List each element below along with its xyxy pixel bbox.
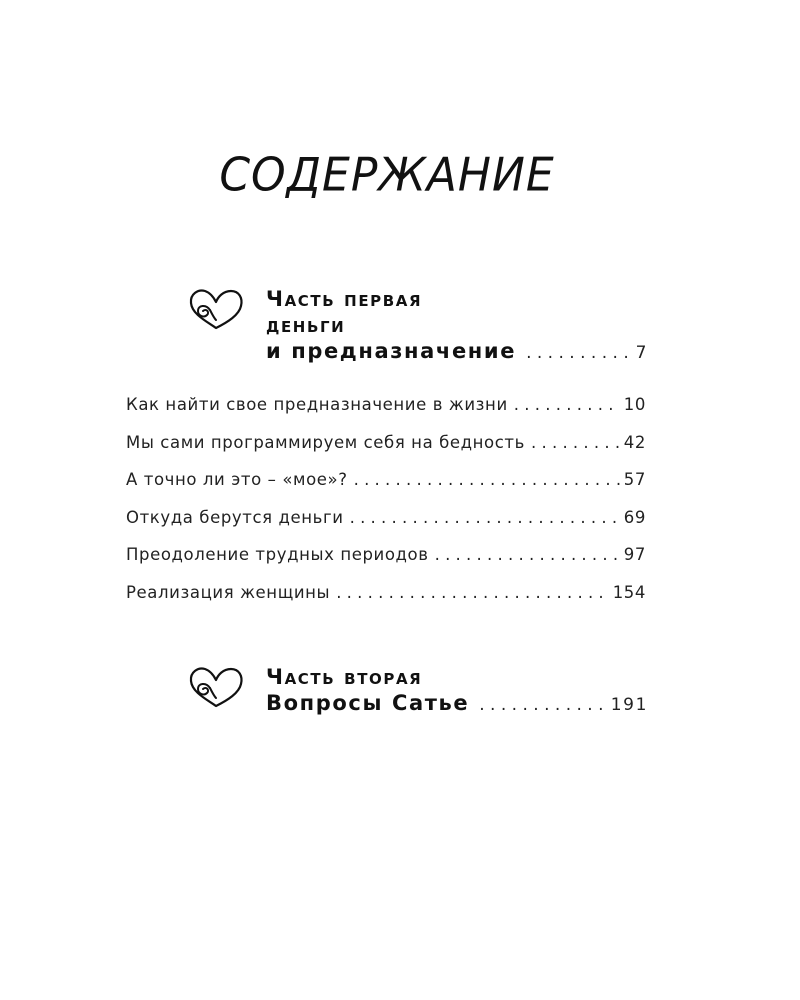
dot-leader: [435, 545, 620, 564]
dot-leader: [526, 340, 632, 366]
toc-entry[interactable]: [126, 470, 646, 508]
chapter-title: Мы сами программируем себя на бедность: [126, 432, 525, 452]
page-number: 42: [623, 432, 646, 452]
toc-entry[interactable]: [126, 433, 646, 471]
dot-leader: [479, 692, 607, 718]
page-title: СОДЕРЖАНИЕ: [219, 148, 555, 203]
part-title-line: и предназначение: [266, 339, 517, 363]
chapter-title: Реализация женщины: [126, 582, 331, 602]
chapter-title: А точно ли это – «мое»?: [126, 470, 348, 489]
page-number: 97: [623, 545, 646, 564]
toc-entry[interactable]: [126, 508, 646, 546]
toc-entry[interactable]: [126, 395, 646, 433]
toc-entry[interactable]: [126, 545, 646, 583]
dot-leader: [336, 583, 609, 602]
page-number: 57: [623, 470, 646, 489]
part-label: Часть первая: [266, 287, 423, 311]
dot-leader: [531, 433, 620, 452]
page-number: 7: [635, 343, 648, 363]
dot-leader: [350, 508, 620, 527]
page-number: 69: [623, 507, 646, 527]
chapter-title: Как найти свое предназначение в жизни: [126, 395, 508, 414]
page-number: 191: [610, 695, 648, 715]
part-title-line: Вопросы Сатье: [266, 691, 470, 715]
page-number: 10: [623, 395, 646, 414]
chapter-list: [126, 395, 646, 620]
chapter-title: Откуда берутся деньги: [126, 507, 344, 527]
part-title-line: деньги: [266, 313, 346, 337]
toc-entry[interactable]: [126, 583, 646, 621]
dot-leader: [354, 470, 620, 489]
chapter-title: Преодоление трудных периодов: [126, 545, 429, 564]
heart-swirl-icon: [188, 288, 244, 332]
page-number: 154: [612, 582, 646, 602]
part-label: Часть вторая: [266, 665, 423, 689]
dot-leader: [514, 395, 620, 414]
heart-swirl-icon: [188, 666, 244, 710]
